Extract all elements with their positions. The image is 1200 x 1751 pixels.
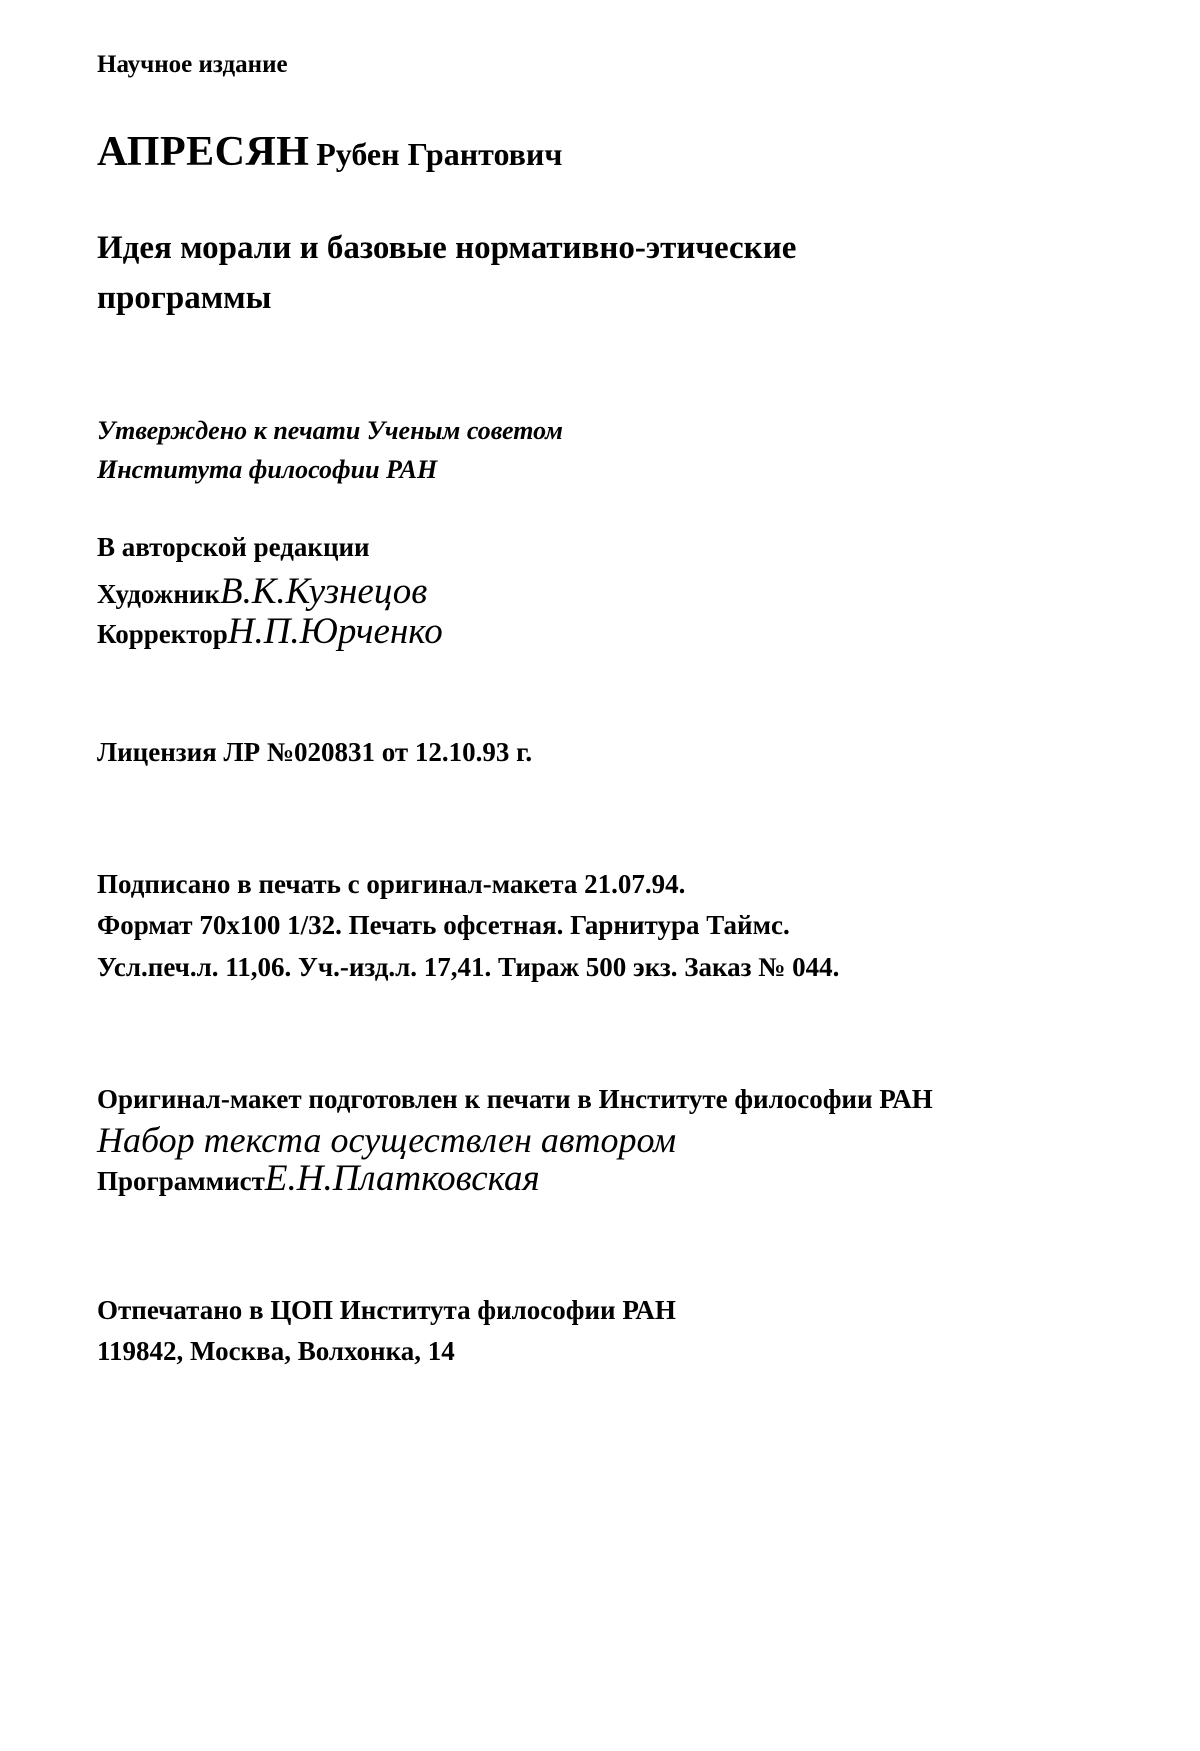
edition-note: В авторской редакции — [97, 532, 370, 562]
author-surname: АПРЕСЯН — [97, 129, 310, 175]
programmer-credit — [97, 1160, 540, 1197]
print-info-line-3: Усл.печ.л. 11,06. Уч.-изд.л. 17,41. Тираж 500 экз. Заказ № 044. — [97, 952, 840, 982]
author-name: Рубен Грантович — [316, 136, 563, 172]
programmer-label: Программист — [97, 1166, 265, 1196]
layout-line-1: Оригинал-макет подготовлен к печати в Институте философии РАН — [97, 1084, 933, 1114]
approval-line-1: Утверждено к печати Ученым советом — [97, 416, 563, 445]
corrector-credit — [97, 613, 443, 650]
programmer-name: Е.Н.Платковская — [264, 1158, 540, 1199]
layout-line-2: Набор текста осуществлен автором — [97, 1120, 677, 1160]
corrector-name: Н.П.Юрченко — [227, 611, 443, 652]
artist-credit — [97, 573, 427, 610]
printed-by-line-2: 119842, Москва, Волхонка, 14 — [97, 1336, 455, 1366]
print-info-line-1: Подписано в печать с оригинал-макета 21.07.94. — [97, 869, 686, 899]
print-info-line-2: Формат 70х100 1/32. Печать офсетная. Гарнитура Таймс. — [97, 910, 790, 940]
book-title-line-2: программы — [97, 280, 272, 316]
artist-label: Художник — [97, 579, 221, 609]
license-line: Лицензия ЛР №020831 от 12.10.93 г. — [97, 737, 533, 767]
edition-type: Научное издание — [97, 51, 288, 78]
corrector-label: Корректор — [97, 619, 228, 649]
approval-line-2: Института философии РАН — [97, 455, 438, 484]
printed-by-line-1: Отпечатано в ЦОП Института философии РАН — [97, 1295, 676, 1325]
artist-name: В.К.Кузнецов — [220, 571, 428, 612]
author — [97, 131, 562, 173]
book-title-line-1: Идея морали и базовые нормативно-этические — [97, 230, 797, 266]
